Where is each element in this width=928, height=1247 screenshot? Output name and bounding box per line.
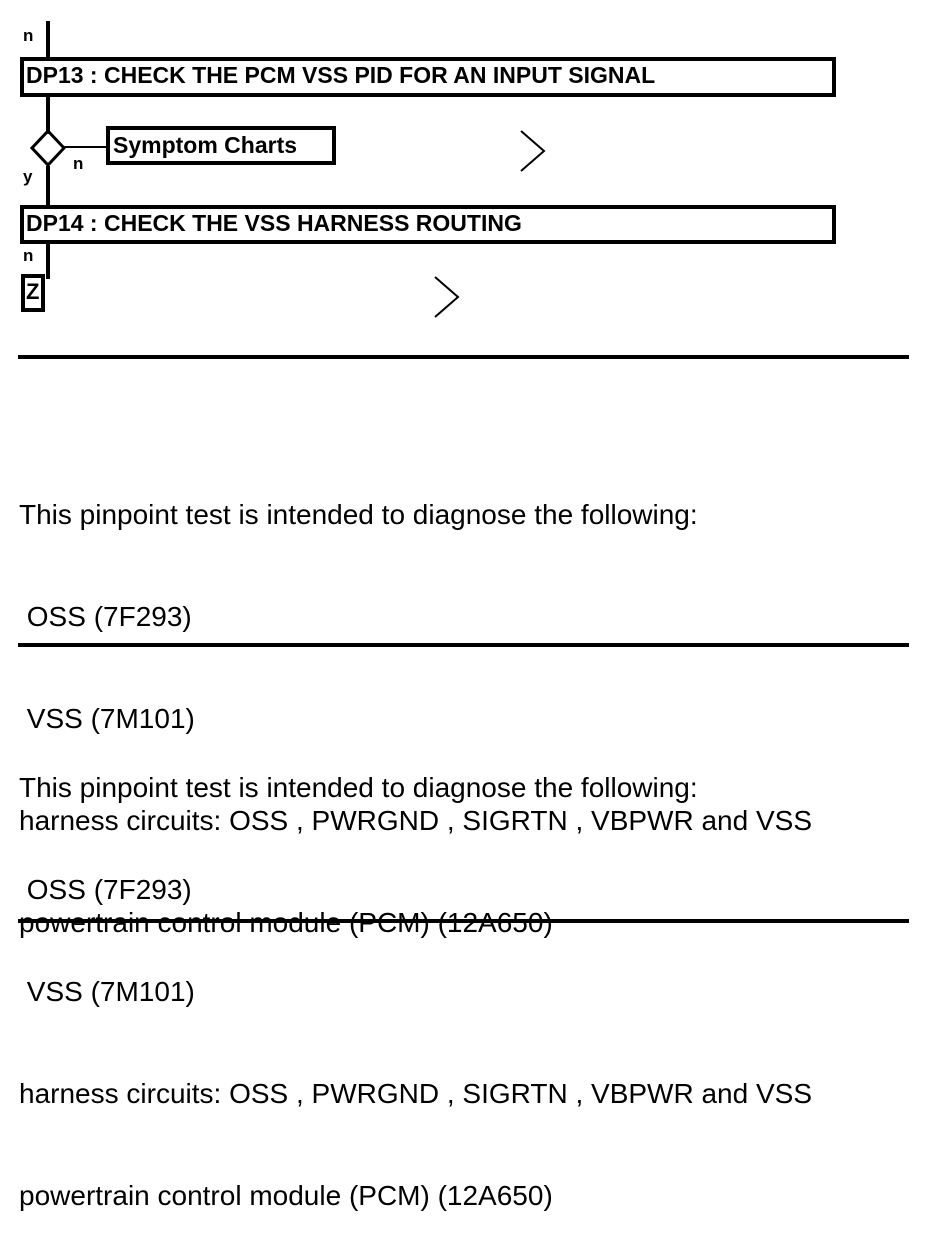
divider xyxy=(18,355,909,359)
description-line: This pinpoint test is intended to diagnose the following: xyxy=(19,772,698,803)
pinpoint-test-description xyxy=(19,703,812,1247)
divider xyxy=(18,643,909,647)
description-line: OSS (7F293) xyxy=(19,601,192,632)
description-line: harness circuits: OSS , PWRGND , SIGRTN , VBPWR and VSS xyxy=(19,1078,813,1109)
description-line: powertrain control module (PCM) (12A650) xyxy=(19,1180,553,1211)
divider xyxy=(18,919,909,923)
connector-line xyxy=(46,21,50,59)
description-line: harness circuits: OSS , PWRGND , SIGRTN , VBPWR and VSS xyxy=(19,805,813,836)
connector-line xyxy=(46,166,50,206)
branch-label-n: n xyxy=(23,246,34,265)
dp14-step-box[interactable]: DP14 : CHECK THE VSS HARNESS ROUTING xyxy=(20,205,836,244)
description-line: VSS (7M101) xyxy=(19,976,195,1007)
chevron-right-icon[interactable] xyxy=(518,128,548,174)
description-line: This pinpoint test is intended to diagnose the following: xyxy=(19,499,698,530)
decision-diamond-icon xyxy=(30,128,110,170)
symptom-charts-link[interactable]: Symptom Charts xyxy=(106,126,336,165)
branch-label-n: n xyxy=(23,26,34,45)
connector-line xyxy=(46,243,50,279)
description-line: VSS (7M101) xyxy=(19,703,195,734)
dp13-step-box[interactable]: DP13 : CHECK THE PCM VSS PID FOR AN INPUT SIGNAL xyxy=(20,57,836,97)
decision-yes-label: y xyxy=(23,167,33,186)
z-connector-link[interactable]: Z xyxy=(21,274,45,312)
description-line: OSS (7F293) xyxy=(19,874,192,905)
decision-no-label: n xyxy=(73,154,84,173)
chevron-right-icon[interactable] xyxy=(432,274,462,320)
